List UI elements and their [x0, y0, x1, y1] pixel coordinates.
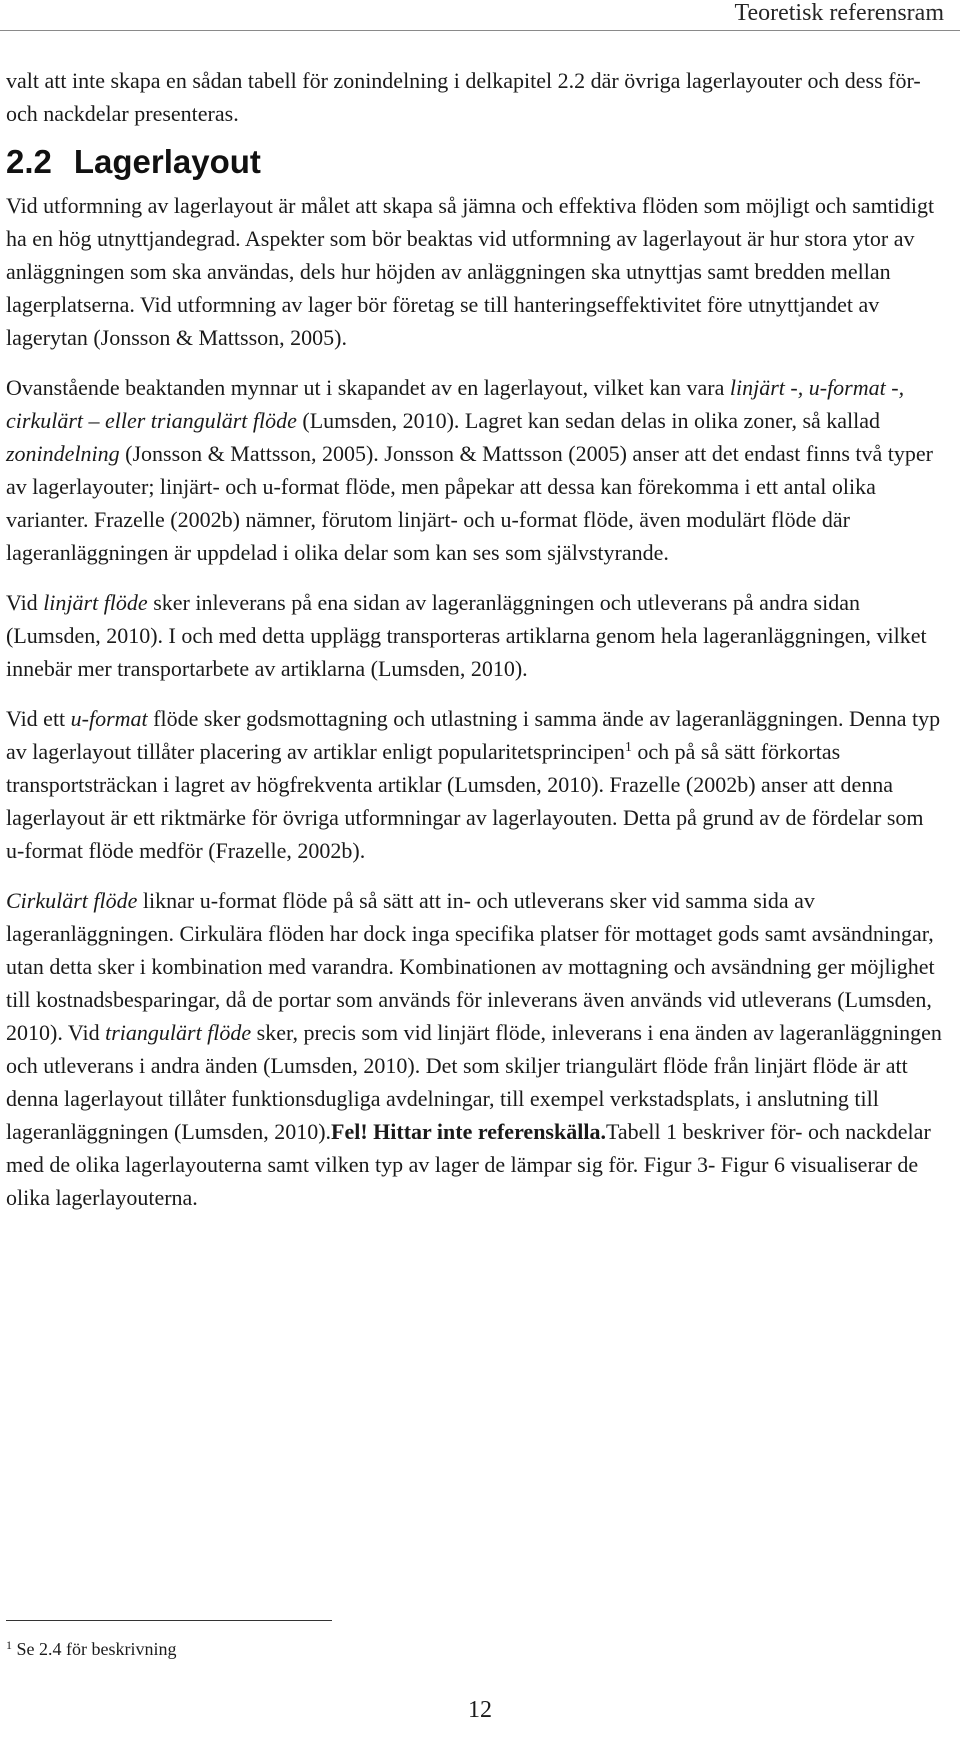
paragraph-5 [6, 884, 944, 1214]
section-heading [6, 140, 944, 184]
paragraph-2 [6, 371, 944, 569]
p5-text-3: Tabell 1 beskriver för- och nackdelar med de olika lagerlayouterna samt vilken typ av lager de lämpar sig för. Figur 3- Figur 6 visualiserar de olika lagerlayouterna. [6, 1119, 931, 1210]
p3-text-1: Vid [6, 590, 44, 615]
intro-paragraph: valt att inte skapa en sådan tabell för zonindelning i delkapitel 2.2 där övriga lagerlayouter och dess för- och nackdelar presenteras. [6, 68, 921, 126]
p5-emphasis-cirkulart: Cirkulärt flöde [6, 888, 138, 913]
footnote [6, 1637, 176, 1661]
section-title: Lagerlayout [73, 143, 261, 180]
footnote-mark: 1 [6, 1638, 12, 1652]
p2-emphasis-zonindelning: zonindelning [6, 441, 120, 466]
document-body [6, 64, 944, 1231]
section-number: 2.2 [6, 143, 52, 180]
p2-emphasis-flows: linjärt -, u-format -, cirkulärt – eller triangulärt flöde [6, 375, 905, 433]
p5-text-1: liknar u-format flöde på så sätt att in- och utleverans sker vid samma sida av lageranläggningen. Cirkulära flöden har dock inga specifika platser för mottaget gods samt avsändningar, utan detta sker i kombination med varandra. Kombinationen av mottagning och avsändning ger möjlighet till kostnadsbesparingar, då de portar som används för inleverans även används vid utleverans (Lumsden, 2010). Vid [6, 888, 935, 1045]
running-header-title: Teoretisk referensram [734, 0, 944, 26]
paragraph-1: Vid utformning av lagerlayout är målet att skapa så jämna och effektiva flöden som möjligt och samtidigt ha en hög utnyttjandegrad. Aspekter som bör beaktas vid utformning av lagerlayout är hur stora ytor av anläggningen som ska användas, dels hur höjden av anläggningen ska utnyttjas samt bredden mellan lagerplatserna. Vid utformning av lager bör företag se till hanteringseffektivitet före utnyttjandet av lagerytan (Jonsson & Mattsson, 2005). [6, 193, 935, 350]
footnote-text: Se 2.4 för beskrivning [12, 1639, 177, 1659]
paragraph-4 [6, 702, 944, 867]
p5-emphasis-triangulart: triangulärt flöde [105, 1020, 252, 1045]
p5-text-2: sker, precis som vid linjärt flöde, inleverans i ena änden av lageranläggningen och utleverans i andra änden (Lumsden, 2010). Det som skiljer triangulärt flöde från linjärt flöde är att denna lagerlayout tillåter funktionsdugliga avdelningar, till exempel verkstadsplats, i anslutning till lageranläggningen (Lumsden, 2010). [6, 1020, 942, 1144]
page-number: 12 [468, 1697, 492, 1723]
p4-text-2: flöde sker godsmottagning och utlastning i samma ände av lageranläggningen. Denna typ av lagerlayout tillåter placering av artiklar enligt popularitetsprincipen [6, 706, 941, 764]
p4-emphasis: u-format [70, 706, 148, 731]
reference-error: Fel! Hittar inte referenskälla. [331, 1119, 606, 1144]
footnote-separator [6, 1620, 332, 1621]
paragraph-3 [6, 586, 944, 685]
page-header [0, 0, 960, 31]
p4-text-3: och på så sätt förkortas transportsträckan i lagret av högfrekventa artiklar (Lumsden, 2010). Frazelle (2002b) anser att denna lagerlayout är ett riktmärke för övriga utformningar av lagerlayouten. Detta på grund av de fördelar som u-format flöde medför (Frazelle, 2002b). [6, 739, 924, 863]
p2-text-2: (Lumsden, 2010). Lagret kan sedan delas in olika zoner, så kallad [296, 408, 881, 433]
footnote-reference[interactable]: 1 [624, 740, 632, 755]
p3-emphasis: linjärt flöde [43, 590, 148, 615]
p4-text-1: Vid ett [6, 706, 71, 731]
p2-text-3: (Jonsson & Mattsson, 2005). Jonsson & Mattsson (2005) anser att det endast finns två typer av lagerlayouter; linjärt- och u-format flöde, men påpekar att dessa kan förekomma i ett antal olika varianter. Frazelle (2002b) nämner, förutom linjärt- och u-format flöde, även modulärt flöde där lageranläggningen är uppdelad i olika delar som kan ses som självstyrande. [6, 441, 933, 565]
p3-text-2: sker inleverans på ena sidan av lageranläggningen och utleverans på andra sidan (Lumsden, 2010). I och med detta upplägg transporteras artiklarna genom hela lageranläggningen, vilket innebär mer transportarbete av artiklarna (Lumsden, 2010). [6, 590, 927, 681]
p2-text-1: Ovanstående beaktanden mynnar ut i skapandet av en lagerlayout, vilket kan vara [6, 375, 730, 400]
